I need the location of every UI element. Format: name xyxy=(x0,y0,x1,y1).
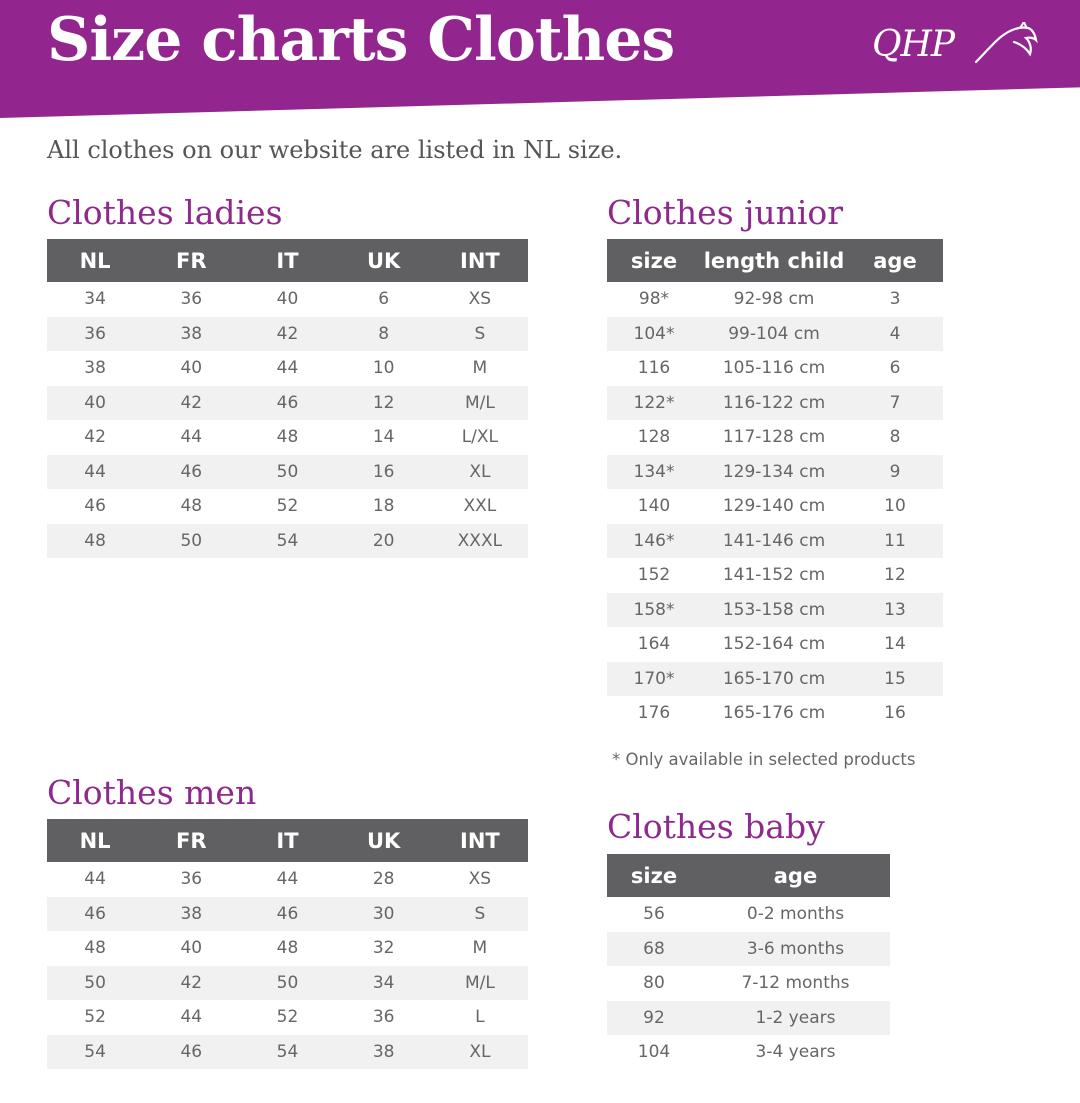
table-cell: 3 xyxy=(889,289,901,310)
table-row xyxy=(47,1035,528,1070)
column-header: length child xyxy=(701,239,847,282)
table-row xyxy=(607,386,943,421)
table-cell: 54 xyxy=(239,1035,335,1070)
table-cell: 40 xyxy=(276,289,299,310)
table-cell: 7-12 months xyxy=(741,973,850,994)
table-cell: 9 xyxy=(847,455,943,490)
table-row xyxy=(607,662,943,697)
column-header: INT xyxy=(432,819,528,862)
table-cell: 38 xyxy=(143,317,239,352)
table-cell: 34 xyxy=(84,289,106,310)
column-header: size xyxy=(607,854,701,897)
table-row xyxy=(47,317,528,352)
table-cell: 116-122 cm xyxy=(701,386,847,421)
table-cell: 48 xyxy=(84,938,106,959)
table-row xyxy=(47,931,528,966)
table-cell: 16 xyxy=(884,703,906,724)
intro-text: All clothes on our website are listed in NL size. xyxy=(47,136,623,164)
table-cell: 165-176 cm xyxy=(722,703,826,724)
table-cell: 50 xyxy=(47,966,143,1001)
section-title-baby: Clothes baby xyxy=(607,807,825,846)
table-cell: 52 xyxy=(276,1007,299,1028)
table-cell: 56 xyxy=(643,904,665,925)
table-row xyxy=(607,696,943,731)
table-cell: 48 xyxy=(180,496,203,517)
table-row xyxy=(607,282,943,317)
table-row xyxy=(47,862,528,897)
table-cell: 46 xyxy=(239,386,335,421)
table-cell: 44 xyxy=(180,427,203,448)
baby-size-table xyxy=(607,854,890,1070)
table-cell: 165-170 cm xyxy=(701,662,847,697)
table-cell: 36 xyxy=(47,317,143,352)
table-row xyxy=(47,966,528,1001)
column-header: NL xyxy=(47,239,143,282)
table-row xyxy=(607,1001,890,1036)
horse-head-icon xyxy=(972,22,1040,70)
table-cell: 48 xyxy=(276,427,299,448)
table-cell: L/XL xyxy=(461,427,499,448)
table-cell: 104 xyxy=(637,1042,671,1063)
table-cell: XL xyxy=(432,1035,528,1070)
table-cell: 50 xyxy=(239,966,335,1001)
table-row xyxy=(607,966,890,1001)
table-cell: 141-152 cm xyxy=(722,565,826,586)
table-cell: 141-146 cm xyxy=(701,524,847,559)
table-cell: 8 xyxy=(889,427,901,448)
table-cell: 46 xyxy=(143,455,239,490)
table-cell: 104* xyxy=(607,317,701,352)
table-cell: 15 xyxy=(847,662,943,697)
table-cell: 12 xyxy=(336,386,432,421)
section-title-ladies: Clothes ladies xyxy=(47,193,283,232)
table-cell: 152-164 cm xyxy=(722,634,826,655)
column-header: UK xyxy=(336,239,432,282)
table-row xyxy=(607,420,943,455)
table-row xyxy=(607,627,943,662)
ladies-size-table xyxy=(47,239,528,558)
table-row xyxy=(607,1035,890,1070)
table-cell: 44 xyxy=(47,455,143,490)
table-row xyxy=(607,593,943,628)
table-cell: 38 xyxy=(336,1035,432,1070)
table-cell: 128 xyxy=(637,427,671,448)
table-cell: 50 xyxy=(143,524,239,559)
table-cell: 52 xyxy=(276,496,299,517)
table-cell: 36 xyxy=(372,1007,395,1028)
junior-size-table xyxy=(607,239,943,731)
table-cell: 3-4 years xyxy=(755,1042,836,1063)
table-cell: 20 xyxy=(336,524,432,559)
table-cell: 44 xyxy=(180,1007,203,1028)
table-row xyxy=(607,932,890,967)
table-cell: 46 xyxy=(239,897,335,932)
table-row xyxy=(47,524,528,559)
table-cell: 80 xyxy=(643,973,665,994)
table-header-row xyxy=(607,854,890,897)
table-cell: 98* xyxy=(638,289,670,310)
qhp-logo xyxy=(872,22,1042,72)
table-row xyxy=(47,420,528,455)
table-cell: 18 xyxy=(372,496,395,517)
table-row xyxy=(47,489,528,524)
table-cell: 176 xyxy=(637,703,671,724)
table-header-row xyxy=(47,819,528,862)
table-cell: 134* xyxy=(607,455,701,490)
table-cell: 3-6 months xyxy=(701,932,890,967)
table-cell: 122* xyxy=(607,386,701,421)
table-cell: 129-134 cm xyxy=(701,455,847,490)
table-cell: XL xyxy=(432,455,528,490)
table-cell: 42 xyxy=(239,317,335,352)
table-cell: 153-158 cm xyxy=(701,593,847,628)
section-title-men: Clothes men xyxy=(47,773,257,812)
column-header: age xyxy=(847,239,943,282)
table-row xyxy=(47,282,528,317)
column-header: INT xyxy=(432,239,528,282)
table-cell: 42 xyxy=(84,427,106,448)
table-cell: S xyxy=(432,317,528,352)
table-cell: 140 xyxy=(637,496,671,517)
table-cell: 164 xyxy=(637,634,671,655)
table-cell: 7 xyxy=(847,386,943,421)
table-row xyxy=(607,489,943,524)
table-cell: 36 xyxy=(180,289,203,310)
table-cell: 54 xyxy=(239,524,335,559)
table-cell: 146* xyxy=(607,524,701,559)
table-header-row xyxy=(47,239,528,282)
column-header: IT xyxy=(239,239,335,282)
table-row xyxy=(607,524,943,559)
table-cell: 105-116 cm xyxy=(722,358,826,379)
column-header: age xyxy=(701,854,890,897)
column-header: size xyxy=(607,239,701,282)
table-cell: M xyxy=(472,938,488,959)
junior-footnote: * Only available in selected products xyxy=(612,750,916,769)
section-title-junior: Clothes junior xyxy=(607,193,844,232)
table-cell: 52 xyxy=(84,1007,106,1028)
table-row xyxy=(47,351,528,386)
table-cell: 16 xyxy=(336,455,432,490)
page-title: Size charts Clothes xyxy=(47,5,675,75)
table-cell: 6 xyxy=(889,358,901,379)
table-cell: XXL xyxy=(463,496,497,517)
table-cell: 44 xyxy=(84,869,106,890)
table-cell: 30 xyxy=(336,897,432,932)
table-header-row xyxy=(607,239,943,282)
logo-text: QHP xyxy=(872,24,955,65)
table-cell: 46 xyxy=(47,897,143,932)
table-cell: 68 xyxy=(607,932,701,967)
table-cell: 14 xyxy=(884,634,906,655)
table-cell: 40 xyxy=(180,358,203,379)
table-row xyxy=(607,351,943,386)
table-cell: 170* xyxy=(607,662,701,697)
table-cell: XS xyxy=(468,869,492,890)
table-row xyxy=(607,558,943,593)
table-cell: M/L xyxy=(432,386,528,421)
table-cell: 13 xyxy=(847,593,943,628)
table-row xyxy=(47,1000,528,1035)
table-cell: 92-98 cm xyxy=(733,289,815,310)
table-cell: XXXL xyxy=(432,524,528,559)
table-cell: 46 xyxy=(143,1035,239,1070)
table-row xyxy=(607,455,943,490)
table-cell: 129-140 cm xyxy=(722,496,826,517)
table-cell: 50 xyxy=(239,455,335,490)
table-cell: L xyxy=(475,1007,485,1028)
table-cell: 54 xyxy=(47,1035,143,1070)
table-cell: 28 xyxy=(372,869,395,890)
table-row xyxy=(47,897,528,932)
men-size-table xyxy=(47,819,528,1069)
table-cell: 10 xyxy=(884,496,906,517)
table-cell: 38 xyxy=(143,897,239,932)
table-cell: S xyxy=(432,897,528,932)
table-cell: 44 xyxy=(276,869,299,890)
table-cell: 42 xyxy=(143,966,239,1001)
column-header: NL xyxy=(47,819,143,862)
column-header: UK xyxy=(336,819,432,862)
table-cell: 46 xyxy=(84,496,106,517)
table-row xyxy=(607,897,890,932)
table-cell: 92 xyxy=(607,1001,701,1036)
column-header: FR xyxy=(143,239,239,282)
table-cell: 117-128 cm xyxy=(722,427,826,448)
table-row xyxy=(47,455,528,490)
table-cell: 40 xyxy=(180,938,203,959)
table-cell: 152 xyxy=(637,565,671,586)
table-cell: 11 xyxy=(847,524,943,559)
table-cell: M/L xyxy=(432,966,528,1001)
table-cell: 44 xyxy=(276,358,299,379)
column-header: FR xyxy=(143,819,239,862)
table-cell: 4 xyxy=(847,317,943,352)
table-cell: 12 xyxy=(884,565,906,586)
table-cell: 8 xyxy=(336,317,432,352)
table-cell: 99-104 cm xyxy=(701,317,847,352)
table-cell: 34 xyxy=(336,966,432,1001)
table-cell: M xyxy=(472,358,488,379)
table-cell: 32 xyxy=(372,938,395,959)
table-cell: 6 xyxy=(378,289,390,310)
table-row xyxy=(607,317,943,352)
table-row xyxy=(47,386,528,421)
table-cell: 48 xyxy=(47,524,143,559)
table-cell: 38 xyxy=(84,358,106,379)
table-cell: 10 xyxy=(372,358,395,379)
table-cell: XS xyxy=(468,289,492,310)
table-cell: 158* xyxy=(607,593,701,628)
table-cell: 1-2 years xyxy=(701,1001,890,1036)
table-cell: 42 xyxy=(143,386,239,421)
table-cell: 14 xyxy=(372,427,395,448)
column-header: IT xyxy=(239,819,335,862)
table-cell: 40 xyxy=(47,386,143,421)
table-cell: 36 xyxy=(180,869,203,890)
table-cell: 116 xyxy=(637,358,671,379)
table-cell: 0-2 months xyxy=(746,904,845,925)
table-cell: 48 xyxy=(276,938,299,959)
